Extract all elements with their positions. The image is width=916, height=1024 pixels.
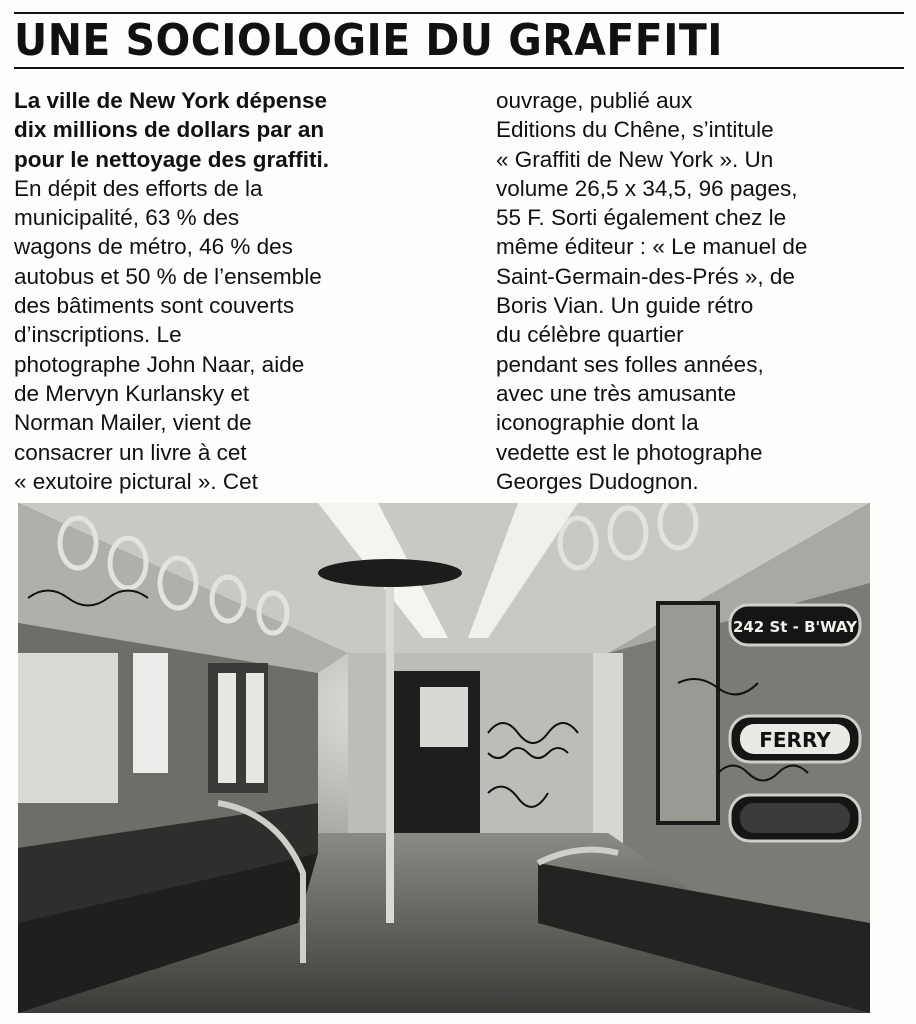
body-line: municipalité, 63 % des bbox=[14, 205, 240, 231]
body-line: Saint-Germain-des-Prés », de bbox=[496, 263, 795, 289]
body-line: Editions du Chêne, s’intitule bbox=[496, 117, 774, 143]
body-line: de Mervyn Kurlansky et bbox=[14, 380, 250, 406]
body-line: « Graffiti de New York ». Un bbox=[496, 146, 774, 172]
body-line: 55 F. Sorti également chez le bbox=[496, 205, 787, 231]
lead-line: pour le nettoyage des graffiti. bbox=[14, 146, 330, 172]
body-line: wagons de métro, 46 % des bbox=[14, 234, 293, 260]
headline-bottom-rule bbox=[14, 67, 904, 69]
subway-car-photo bbox=[18, 503, 870, 1013]
headline: UNE SOCIOLOGIE DU GRAFFITI bbox=[14, 15, 723, 66]
body-line: pendant ses folles années, bbox=[496, 351, 764, 377]
destination-sign-1: 242 St - B'WAY bbox=[732, 618, 858, 636]
body-line: du célèbre quartier bbox=[496, 322, 684, 348]
body-line: d’inscriptions. Le bbox=[14, 322, 182, 348]
body-line: autobus et 50 % de l’ensemble bbox=[14, 263, 322, 289]
body-line: Georges Dudognon. bbox=[496, 468, 699, 494]
destination-sign-2: FERRY bbox=[759, 728, 831, 752]
body-line: avec une très amusante bbox=[496, 380, 737, 406]
body-line: ouvrage, publié aux bbox=[496, 88, 693, 113]
body-line: consacrer un livre à cet bbox=[14, 439, 247, 465]
body-line: En dépit des efforts de la bbox=[14, 175, 263, 201]
body-line: des bâtiments sont couverts bbox=[14, 293, 295, 319]
body-line: « exutoire pictural ». Cet bbox=[14, 468, 258, 494]
body-line: Boris Vian. Un guide rétro bbox=[496, 293, 754, 319]
article-column-right bbox=[496, 86, 906, 496]
lead-line: La ville de New York dépense bbox=[14, 88, 328, 113]
body-line: photographe John Naar, aide bbox=[14, 351, 305, 377]
body-line: même éditeur : « Le manuel de bbox=[496, 234, 808, 260]
article-column-left bbox=[14, 86, 420, 496]
body-line: vedette est le photographe bbox=[496, 439, 763, 465]
body-line: Norman Mailer, vient de bbox=[14, 410, 252, 436]
body-line: iconographie dont la bbox=[496, 410, 699, 436]
body-line: volume 26,5 x 34,5, 96 pages, bbox=[496, 175, 798, 201]
lead-line: dix millions de dollars par an bbox=[14, 117, 325, 143]
